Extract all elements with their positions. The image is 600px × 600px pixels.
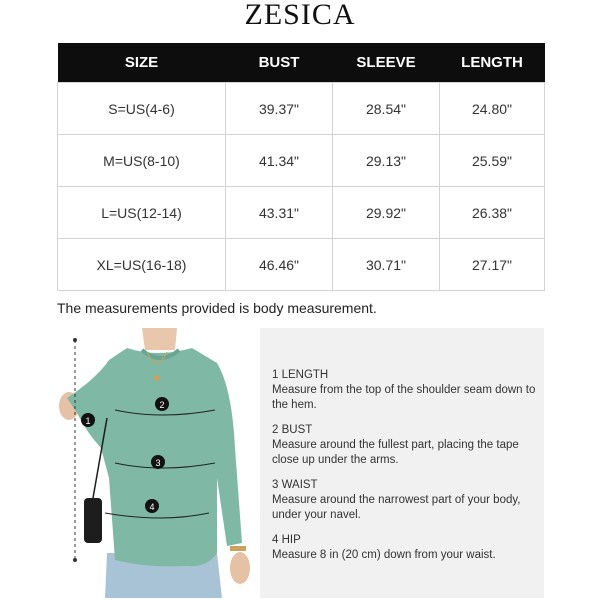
guide-title: 4 HIP	[272, 534, 301, 546]
table-row	[58, 239, 545, 291]
marker-3	[151, 455, 165, 469]
table-header-row	[58, 43, 545, 83]
measurement-note: The measurements provided is body measurement.	[57, 300, 377, 316]
bust-cell: 43.31"	[226, 187, 333, 239]
sleeve-cell: 29.92"	[333, 187, 440, 239]
sleeve-cell: 28.54"	[333, 83, 440, 135]
header-sleeve: SLEEVE	[333, 43, 440, 83]
brand-logo: ZESICA	[244, 0, 356, 31]
header-length: LENGTH	[440, 43, 545, 83]
model-photo	[57, 328, 254, 598]
marker-2	[155, 397, 169, 411]
svg-text:2: 2	[159, 400, 165, 410]
svg-text:1: 1	[85, 416, 91, 426]
marker-4	[145, 499, 159, 513]
guide-item-waist	[272, 478, 537, 523]
size-cell: L=US(12-14)	[58, 187, 226, 239]
guide-desc: Measure from the top of the shoulder seam down to the hem.	[272, 384, 536, 411]
size-chart-table	[57, 43, 545, 291]
bust-cell: 39.37"	[226, 83, 333, 135]
size-cell: M=US(8-10)	[58, 135, 226, 187]
guide-item-bust	[272, 423, 537, 468]
guide-item-hip	[272, 533, 537, 563]
guide-desc: Measure around the narrowest part of your body, under your navel.	[272, 494, 521, 521]
table-row	[58, 187, 545, 239]
size-cell: XL=US(16-18)	[58, 239, 226, 291]
length-cell: 26.38"	[440, 187, 545, 239]
length-cell: 24.80"	[440, 83, 545, 135]
guide-item-length	[272, 368, 537, 413]
svg-text:4: 4	[149, 502, 155, 512]
bust-cell: 46.46"	[226, 239, 333, 291]
marker-1	[81, 413, 95, 427]
table-row	[58, 83, 545, 135]
guide-desc: Measure around the fullest part, placing the tape close up under the arms.	[272, 439, 519, 466]
guide-title: 2 BUST	[272, 424, 313, 436]
header-size: SIZE	[58, 43, 226, 83]
guide-desc: Measure 8 in (20 cm) down from your waist.	[272, 549, 496, 561]
sleeve-cell: 30.71"	[333, 239, 440, 291]
guide-title: 1 LENGTH	[272, 369, 329, 381]
bust-cell: 41.34"	[226, 135, 333, 187]
guide-title: 3 WAIST	[272, 479, 318, 491]
length-cell: 27.17"	[440, 239, 545, 291]
header-bust: BUST	[226, 43, 333, 83]
length-cell: 25.59"	[440, 135, 545, 187]
table-row	[58, 135, 545, 187]
measurement-guide	[260, 328, 544, 598]
sleeve-cell: 29.13"	[333, 135, 440, 187]
sweater-illustration	[57, 328, 254, 598]
size-cell: S=US(4-6)	[58, 83, 226, 135]
svg-text:3: 3	[155, 458, 161, 468]
